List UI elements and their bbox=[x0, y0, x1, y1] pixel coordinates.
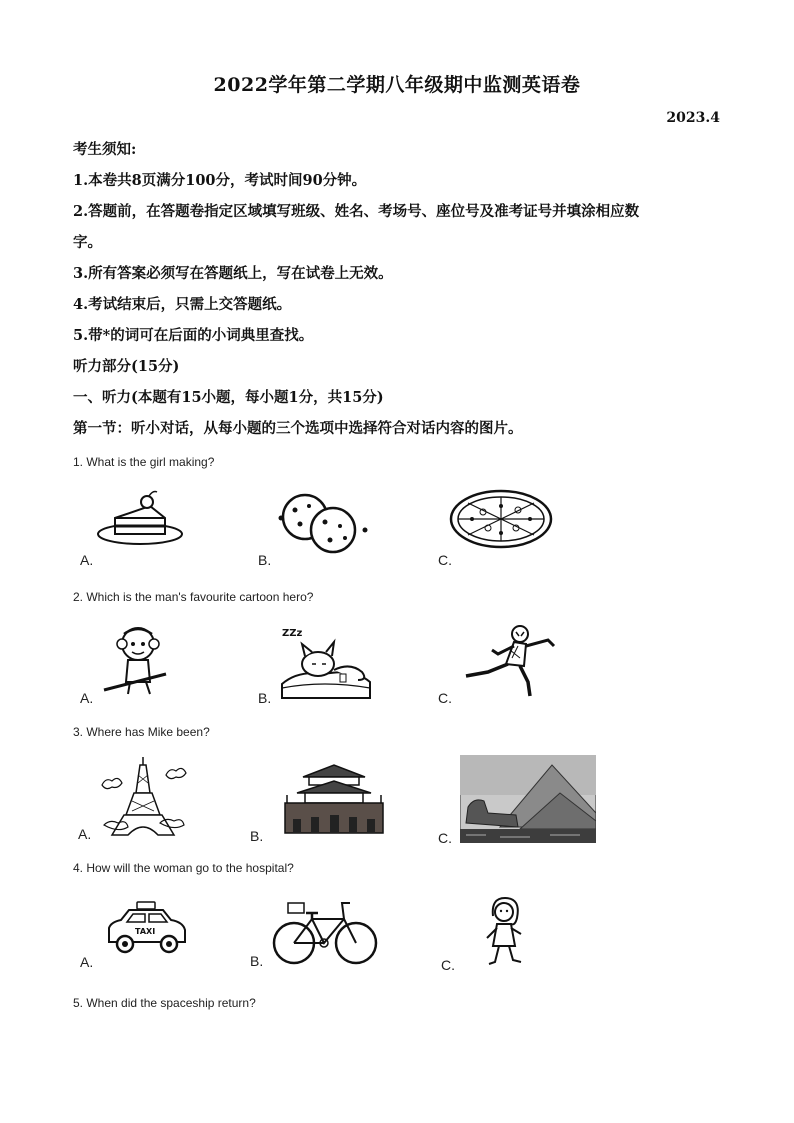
monkey-king-picture[interactable] bbox=[100, 622, 170, 697]
notice-item: 1.本卷共8页满分100分，考试时间90分钟。 bbox=[73, 172, 367, 189]
option-b[interactable]: B. bbox=[250, 828, 264, 844]
option-c[interactable]: C. bbox=[438, 690, 452, 706]
notice-item: 4.考试结束后，只需上交答题纸。 bbox=[73, 296, 292, 313]
svg-text:ZZz: ZZz bbox=[282, 628, 303, 639]
option-c[interactable]: C. bbox=[438, 830, 452, 846]
pyramids-sphinx-picture[interactable] bbox=[460, 755, 596, 843]
notice-item: 字。 bbox=[73, 234, 102, 251]
option-b[interactable]: B. bbox=[258, 552, 272, 568]
question-2: 2. Which is the man's favourite cartoon hero? bbox=[73, 590, 314, 604]
spider-man-picture[interactable] bbox=[458, 624, 558, 699]
option-c[interactable]: C. bbox=[438, 552, 452, 568]
question-4: 4. How will the woman go to the hospital? bbox=[73, 861, 294, 875]
bicycle-picture[interactable] bbox=[272, 893, 378, 968]
tiananmen-picture[interactable] bbox=[283, 763, 385, 835]
cookies-picture[interactable] bbox=[275, 492, 370, 554]
option-b[interactable]: B. bbox=[258, 690, 272, 706]
notice-item: 3.所有答案必须写在答题纸上，写在试卷上无效。 bbox=[73, 265, 393, 282]
cake-slice-picture[interactable] bbox=[95, 488, 185, 550]
section-subheading: 第一节：听小对话，从每小题的三个选项中选择符合对话内容的图片。 bbox=[73, 420, 523, 437]
option-c[interactable]: C. bbox=[441, 957, 455, 973]
walking-girl-picture[interactable] bbox=[483, 896, 527, 970]
exam-date: 2023.4 bbox=[666, 110, 720, 126]
option-a[interactable]: A. bbox=[80, 690, 94, 706]
question-3: 3. Where has Mike been? bbox=[73, 725, 210, 739]
notice-item: 2.答题前，在答题卷指定区域填写班级、姓名、考场号、座位号及准考证号并填涂相应数 bbox=[73, 203, 640, 220]
pizza-picture[interactable] bbox=[448, 488, 554, 550]
eiffel-tower-picture[interactable] bbox=[98, 755, 188, 840]
notice-item: 5.带*的词可在后面的小词典里查找。 bbox=[73, 327, 314, 344]
section-heading: 一、听力(本题有15小题，每小题1分，共15分) bbox=[73, 389, 384, 406]
option-b[interactable]: B. bbox=[250, 953, 264, 969]
section-part: 听力部分(15分) bbox=[73, 358, 180, 375]
taxi-picture[interactable] bbox=[103, 898, 189, 962]
option-a[interactable]: A. bbox=[80, 552, 94, 568]
notice-heading: 考生须知: bbox=[73, 141, 137, 158]
question-1: 1. What is the girl making? bbox=[73, 455, 215, 469]
page-title: 2022学年第二学期八年级期中监测英语卷 bbox=[213, 74, 581, 96]
taxi-sign-text: TAXI bbox=[135, 927, 156, 936]
option-a[interactable]: A. bbox=[80, 954, 94, 970]
option-a[interactable]: A. bbox=[78, 826, 92, 842]
question-5: 5. When did the spaceship return? bbox=[73, 996, 256, 1010]
tom-cat-sleeping-picture[interactable] bbox=[278, 622, 373, 702]
